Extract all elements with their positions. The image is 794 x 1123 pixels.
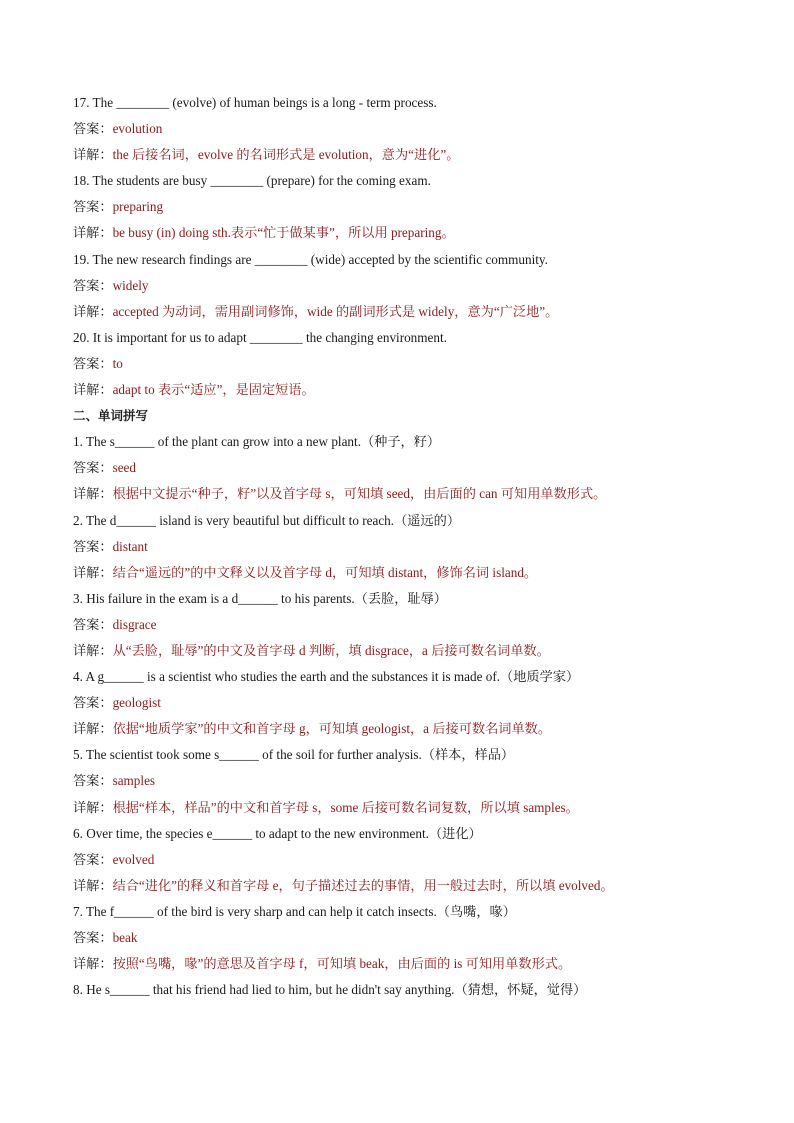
answer-label: 答案： bbox=[73, 773, 113, 789]
answer-line bbox=[73, 536, 733, 562]
explanation-label: 详解： bbox=[73, 486, 113, 502]
explanation-line bbox=[73, 640, 733, 666]
question-text: 2. The d______ island is very beautiful but difficult to reach.（遥远的） bbox=[73, 512, 461, 528]
answer-line bbox=[73, 457, 733, 483]
explanation-text: accepted 为动词，需用副词修饰，wide 的副词形式是 widely，意为“广泛地”。 bbox=[112, 303, 559, 319]
answer-line bbox=[73, 196, 733, 222]
spelling-question-5 bbox=[73, 744, 733, 822]
section-heading: 二、单词拼写 bbox=[73, 408, 149, 424]
answer-line bbox=[73, 927, 733, 953]
explanation-label: 详解： bbox=[73, 956, 113, 972]
answer-line bbox=[73, 614, 733, 640]
explanation-line bbox=[73, 222, 733, 248]
explanation-text: 结合“进化”的释义和首字母 e，句子描述过去的事情，用一般过去时，所以填 evolved。 bbox=[112, 877, 614, 893]
answer-line bbox=[73, 770, 733, 796]
answer-line bbox=[73, 353, 733, 379]
explanation-text: 结合“遥远的”的中文释义以及首字母 d，可知填 distant，修饰名词 island。 bbox=[112, 564, 538, 580]
explanation-label: 详解： bbox=[73, 147, 113, 163]
explanation-label: 详解： bbox=[73, 877, 113, 893]
answer-label: 答案： bbox=[73, 538, 113, 554]
explanation-line bbox=[73, 483, 733, 509]
explanation-line bbox=[73, 718, 733, 744]
answer-value: geologist bbox=[112, 695, 161, 711]
answer-label: 答案： bbox=[73, 695, 113, 711]
spelling-question-4 bbox=[73, 666, 733, 744]
answer-value: evolution bbox=[112, 121, 163, 137]
answer-label: 答案： bbox=[73, 616, 113, 632]
question-text: 18. The students are busy ________ (prepare) for the coming exam. bbox=[73, 173, 431, 189]
explanation-text: the 后接名词，evolve 的名词形式是 evolution，意为“进化”。 bbox=[112, 147, 460, 163]
question-text: 3. His failure in the exam is a d______ to his parents.（丢脸，耻辱） bbox=[73, 590, 447, 606]
question-text: 8. He s______ that his friend had lied to him, but he didn't say anything.（猜想，怀疑，觉得） bbox=[73, 982, 587, 998]
question-text: 20. It is important for us to adapt ________ the changing environment. bbox=[73, 329, 447, 345]
answer-label: 答案： bbox=[73, 277, 113, 293]
spelling-question-8 bbox=[73, 979, 733, 1005]
explanation-text: be busy (in) doing sth.表示“忙于做某事”，所以用 preparing。 bbox=[112, 225, 455, 241]
question-18 bbox=[73, 170, 733, 248]
answer-value: disgrace bbox=[112, 616, 157, 632]
answer-line bbox=[73, 849, 733, 875]
explanation-text: 依据“地质学家”的中文和首字母 g，可知填 geologist，a 后接可数名词单数。 bbox=[112, 721, 552, 737]
answer-line bbox=[73, 275, 733, 301]
explanation-line bbox=[73, 562, 733, 588]
answer-label: 答案： bbox=[73, 851, 113, 867]
answer-value: distant bbox=[112, 538, 148, 554]
question-text: 19. The new research findings are ________ (wide) accepted by the scientific community. bbox=[73, 251, 548, 267]
answer-value: preparing bbox=[112, 199, 164, 215]
question-text: 7. The f______ of the bird is very sharp and can help it catch insects.（鸟嘴，喙） bbox=[73, 903, 516, 919]
answer-label: 答案： bbox=[73, 121, 113, 137]
explanation-text: 从“丢脸，耻辱”的中文及首字母 d 判断，填 disgrace，a 后接可数名词单数。 bbox=[112, 642, 550, 658]
answer-label: 答案： bbox=[73, 460, 113, 476]
explanation-label: 详解： bbox=[73, 225, 113, 241]
explanation-line bbox=[73, 301, 733, 327]
answer-value: evolved bbox=[112, 851, 155, 867]
explanation-line bbox=[73, 379, 733, 405]
spelling-question-1 bbox=[73, 431, 733, 509]
explanation-text: adapt to 表示“适应”，是固定短语。 bbox=[112, 382, 315, 398]
explanation-label: 详解： bbox=[73, 303, 113, 319]
explanation-label: 详解： bbox=[73, 799, 113, 815]
question-text: 4. A g______ is a scientist who studies the earth and the substances it is made of.（地质学家） bbox=[73, 669, 580, 685]
explanation-line bbox=[73, 875, 733, 901]
answer-label: 答案： bbox=[73, 355, 113, 371]
spelling-question-3 bbox=[73, 588, 733, 666]
question-text: 17. The ________ (evolve) of human beings is a long - term process. bbox=[73, 95, 437, 110]
answer-value: to bbox=[112, 355, 123, 371]
explanation-text: 根据中文提示“种子，籽”以及首字母 s，可知填 seed，由后面的 can 可知用单数形式。 bbox=[112, 486, 607, 502]
explanation-line bbox=[73, 953, 733, 979]
answer-value: beak bbox=[112, 930, 138, 945]
answer-label: 答案： bbox=[73, 199, 113, 215]
answer-line bbox=[73, 118, 733, 144]
explanation-line bbox=[73, 797, 733, 823]
explanation-label: 详解： bbox=[73, 564, 113, 580]
explanation-text: 按照“鸟嘴，喙”的意思及首字母 f，可知填 beak，由后面的 is 可知用单数形式。 bbox=[112, 956, 572, 972]
answer-label: 答案： bbox=[73, 930, 113, 945]
explanation-line bbox=[73, 144, 733, 170]
explanation-text: 根据“样本，样品”的中文和首字母 s，some 后接可数名词复数，所以填 samples。 bbox=[112, 799, 579, 815]
question-20 bbox=[73, 327, 733, 405]
question-19 bbox=[73, 249, 733, 327]
question-text: 1. The s______ of the plant can grow into a new plant.（种子，籽） bbox=[73, 434, 441, 450]
spelling-question-7 bbox=[73, 901, 733, 979]
answer-value: seed bbox=[112, 460, 136, 476]
question-17 bbox=[73, 92, 733, 170]
spelling-question-6 bbox=[73, 823, 733, 901]
question-text: 6. Over time, the species e______ to adapt to the new environment.（进化） bbox=[73, 825, 482, 841]
answer-value: widely bbox=[112, 277, 149, 293]
question-text: 5. The scientist took some s______ of the soil for further analysis.（样本，样品） bbox=[73, 747, 515, 763]
answer-line bbox=[73, 692, 733, 718]
answer-value: samples bbox=[112, 773, 156, 789]
explanation-label: 详解： bbox=[73, 721, 113, 737]
exercise-content bbox=[73, 92, 733, 1005]
explanation-label: 详解： bbox=[73, 642, 113, 658]
spelling-question-2 bbox=[73, 510, 733, 588]
explanation-label: 详解： bbox=[73, 382, 113, 398]
